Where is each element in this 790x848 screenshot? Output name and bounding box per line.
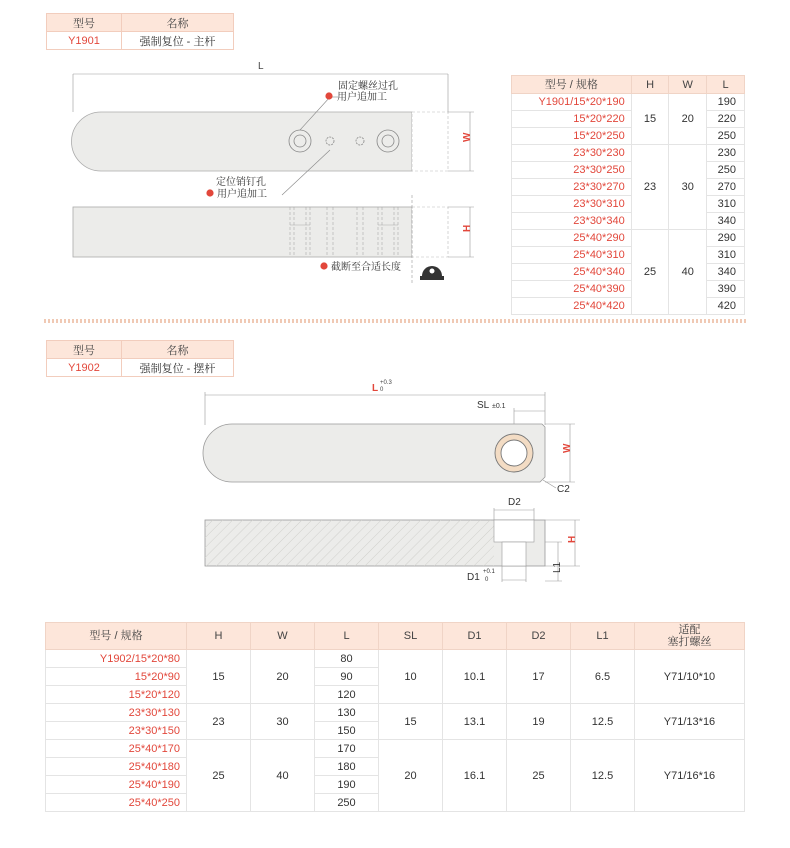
y1902-spec-table [45,622,745,812]
table-row [512,179,745,196]
spec-cell: 25*40*250 [46,794,187,812]
l-cell: 230 [707,145,745,162]
dim-l-label: L [258,61,264,72]
header-name-label: 名称 [122,14,234,32]
l-cell: 170 [315,740,379,758]
l1-cell: 12.5 [571,740,635,812]
col-h: H [631,76,669,94]
header-name-label: 名称 [122,341,234,359]
table-row [512,230,745,247]
l-cell: 190 [707,94,745,111]
col-screw [635,623,745,650]
col-w: W [669,76,707,94]
l1-cell: 6.5 [571,650,635,704]
table-row [512,213,745,230]
note-pin-hole: 定位销钉孔 [216,177,266,188]
tol-l-upper: +0.3 [380,380,392,386]
l-cell: 340 [707,264,745,281]
y1901-spec-table [511,75,745,315]
h-cell: 15 [187,650,251,704]
dim-sl-label: SL [477,400,490,411]
dim-h-label: H [462,224,473,232]
l-cell: 420 [707,298,745,315]
table-row [512,128,745,145]
w-cell: 30 [251,704,315,740]
cut-tool-icon [420,266,444,280]
spec-cell: 15*20*90 [46,668,187,686]
table-row [512,162,745,179]
spec-cell: 23*30*150 [46,722,187,740]
spec-cell: Y1901/15*20*190 [512,94,632,111]
col-l: L [707,76,745,94]
note-user-add-1: 用户追加工 [337,92,387,103]
col-spec: 型号 / 规格 [512,76,632,94]
y1902-drawing [0,370,600,590]
swing-bar-top-view [203,424,545,482]
l-cell: 310 [707,196,745,213]
y1901-drawing [0,50,500,290]
l-cell: 250 [707,128,745,145]
note-screw-hole: 固定螺丝过孔 [338,81,398,92]
d2-cell: 19 [507,704,571,740]
screw-cell: Y71/10*10 [635,650,745,704]
table-row [512,145,745,162]
y1901-header-table [46,13,234,50]
header-model-label: 型号 [47,341,122,359]
table-row [46,650,745,668]
table-row [512,281,745,298]
spec-cell: 25*40*290 [512,230,632,247]
col-screw-line2: 塞打螺丝 [667,636,712,648]
l-cell: 250 [315,794,379,812]
main-bar-top-view [72,112,413,171]
w-cell: 40 [669,230,707,315]
cut-zone [412,112,448,171]
section-divider [44,319,746,323]
table-row [512,247,745,264]
counterbore-inner [501,440,527,466]
bullet-marker-icon [320,262,327,269]
l-cell: 120 [315,686,379,704]
dim-d1-label: D1 [467,572,480,583]
dim-w-label: W [562,443,573,453]
l-cell: 90 [315,668,379,686]
h-cell: 23 [187,704,251,740]
h-cell: 15 [631,94,669,145]
model-code: Y1902 [47,359,122,377]
l-cell: 130 [315,704,379,722]
l-cell: 310 [707,247,745,264]
table-row [46,740,745,758]
spec-cell: 15*20*220 [512,111,632,128]
h-cell: 25 [187,740,251,812]
spec-cell: 25*40*420 [512,298,632,315]
w-cell: 40 [251,740,315,812]
d1-cell: 16.1 [443,740,507,812]
spec-cell: 25*40*190 [46,776,187,794]
col-sl: SL [379,623,443,650]
spec-cell: 25*40*170 [46,740,187,758]
col-h: H [187,623,251,650]
l1-cell: 12.5 [571,704,635,740]
dim-h-label: H [567,535,578,543]
spec-cell: 23*30*270 [512,179,632,196]
spec-cell: 23*30*310 [512,196,632,213]
model-code: Y1901 [47,32,122,50]
tol-sl: ±0.1 [492,403,506,410]
d1-cell: 13.1 [443,704,507,740]
l-cell: 220 [707,111,745,128]
w-cell: 20 [251,650,315,704]
h-cell: 25 [631,230,669,315]
dim-l1-label: L1 [552,561,563,573]
bullet-marker-icon [325,92,332,99]
spec-cell: 23*30*340 [512,213,632,230]
d2-cell: 17 [507,650,571,704]
spec-cell: 25*40*340 [512,264,632,281]
table-row [512,94,745,111]
col-screw-line1: 适配 [678,624,701,636]
d1-cell: 10.1 [443,650,507,704]
main-bar-side-view [73,207,412,257]
col-spec: 型号 / 规格 [46,623,187,650]
spec-cell: 23*30*230 [512,145,632,162]
sl-cell: 10 [379,650,443,704]
l-cell: 150 [315,722,379,740]
l-cell: 390 [707,281,745,298]
col-l1: L1 [571,623,635,650]
model-name: 强制复位 - 主杆 [122,32,234,50]
tol-l-lower: 0 [380,387,384,393]
l-cell: 80 [315,650,379,668]
spec-cell: 15*20*250 [512,128,632,145]
sl-cell: 20 [379,740,443,812]
table-row [512,264,745,281]
l-cell: 290 [707,230,745,247]
table-row [512,196,745,213]
d2-cell: 25 [507,740,571,812]
note-cut: 截断至合适长度 [331,262,401,273]
col-w: W [251,623,315,650]
tol-d1-lower: 0 [485,577,489,583]
spec-cell: Y1902/15*20*80 [46,650,187,668]
spec-cell: 25*40*310 [512,247,632,264]
screw-cell: Y71/13*16 [635,704,745,740]
w-cell: 30 [669,145,707,230]
spec-cell: 25*40*390 [512,281,632,298]
spec-cell: 15*20*120 [46,686,187,704]
table-row [46,704,745,722]
h-cell: 23 [631,145,669,230]
l-cell: 340 [707,213,745,230]
dim-d2-label: D2 [508,497,521,508]
col-l: L [315,623,379,650]
l-cell: 190 [315,776,379,794]
table-row [512,298,745,315]
l-cell: 250 [707,162,745,179]
dim-c2-label: C2 [557,484,570,495]
spec-cell: 23*30*250 [512,162,632,179]
col-d1: D1 [443,623,507,650]
col-d2: D2 [507,623,571,650]
screw-cell: Y71/16*16 [635,740,745,812]
sl-cell: 15 [379,704,443,740]
w-cell: 20 [669,94,707,145]
dim-w-label: W [462,132,473,142]
header-model-label: 型号 [47,14,122,32]
table-row [512,111,745,128]
spec-cell: 23*30*130 [46,704,187,722]
l-cell: 180 [315,758,379,776]
note-user-add-2: 用户追加工 [217,189,267,200]
bullet-marker-icon [206,189,213,196]
l-cell: 270 [707,179,745,196]
dim-l-label: L [372,383,379,394]
tol-d1-upper: +0.1 [483,569,495,575]
spec-cell: 25*40*180 [46,758,187,776]
model-name: 强制复位 - 摆杆 [122,359,234,377]
